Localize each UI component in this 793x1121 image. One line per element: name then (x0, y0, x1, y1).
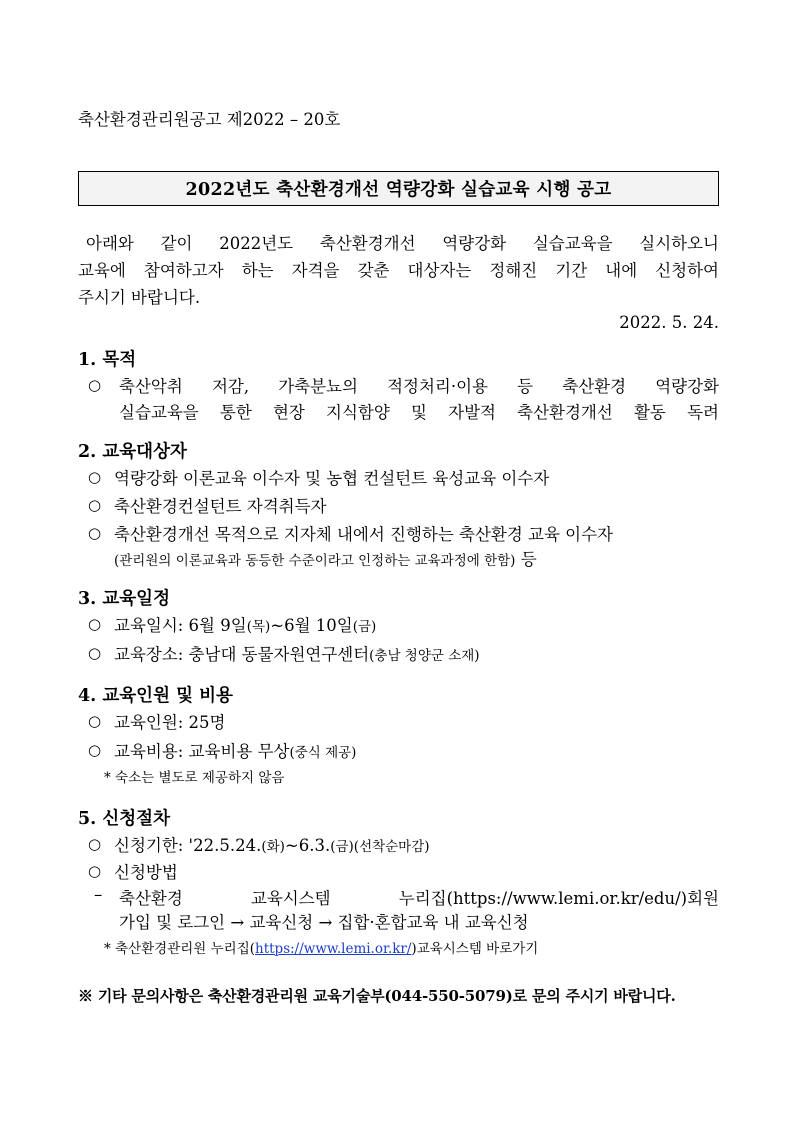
intro-word: 대상자는 (407, 261, 472, 280)
period-note: (선착순마감) (353, 839, 430, 855)
schedule-start: 교육일시: 6월 9일 (114, 616, 247, 635)
section-3-heading: 3. 교육일정 (78, 589, 170, 609)
weekday: (금) (352, 619, 377, 635)
intro-word: 하는 (241, 261, 274, 280)
period-end: ~6.3. (284, 836, 331, 855)
bullet-icon: ○ (88, 835, 102, 853)
word: 지식함양 (326, 403, 390, 422)
target-item-3: 축산환경개선 목적으로 지자체 내에서 진행하는 축산환경 교육 이수자 (114, 525, 613, 544)
dash-marker: – (94, 885, 103, 904)
schedule-end: ~6월 10일 (270, 616, 353, 635)
note-suffix: )교육시스템 바로가기 (411, 941, 539, 957)
word: 가축분뇨의 (278, 377, 358, 396)
word: 활동 (633, 403, 666, 422)
bullet-icon: ○ (88, 615, 102, 633)
bullet-icon: ○ (88, 468, 102, 486)
word: 적정처리·이용 (387, 377, 488, 396)
intro-word: 같이 (160, 234, 193, 253)
word: 축산환경개선 (517, 403, 613, 422)
word: 교육시스템 (250, 889, 331, 908)
intro-word: 역량강화 (442, 234, 507, 253)
word: 축산악취 (119, 377, 183, 396)
bullet-icon: ○ (88, 496, 102, 514)
word: 축산환경 (119, 889, 183, 908)
headcount: 교육인원: 25명 (114, 713, 226, 732)
target-item-1: 역량강화 이론교육 이수자 및 농협 컨설턴트 육성교육 이수자 (114, 469, 550, 488)
cost-note: (중식 제공) (289, 745, 357, 761)
contact-footer: ※ 기타 문의사항은 축산환경관리원 교육기술부(044-550-5079)로 문의 주시기 바랍니다. (78, 987, 676, 1005)
word: 누리집(https://www.lemi.or.kr/edu/)회원 (398, 889, 719, 908)
bullet-icon: ○ (88, 862, 102, 880)
intro-word: 기간 (555, 261, 588, 280)
application-method: 신청방법 (114, 863, 178, 882)
bullet-icon: ○ (88, 741, 102, 759)
word: 자발적 (448, 403, 496, 422)
intro-word: 내에 (605, 261, 638, 280)
word: 및 (411, 403, 427, 422)
notice-number: 축산환경관리원공고 제2022 – 20호 (78, 110, 341, 129)
intro-word: 신청하여 (655, 261, 719, 280)
target-item-3-condition: (관리원의 이론교육과 동등한 수준이라고 인정하는 교육과정에 한함) (114, 553, 516, 569)
document-title: 2022년도 축산환경개선 역량강화 실습교육 시행 공고 (185, 180, 612, 200)
weekday: (금) (330, 839, 354, 855)
homepage-link[interactable]: https://www.lemi.or.kr/ (255, 941, 412, 957)
intro-word: 축산환경개선 (319, 234, 416, 253)
section-1-heading: 1. 목적 (78, 350, 137, 370)
schedule-datetime (114, 612, 376, 636)
word: 역량강화 (655, 377, 719, 396)
bullet-icon: ○ (88, 524, 102, 542)
cost (114, 738, 356, 762)
location-main: 교육장소: 충남대 동물자원연구센터 (114, 645, 370, 664)
section-1-line-1 (119, 373, 719, 397)
intro-word: 아래와 (86, 234, 134, 253)
intro-line-3: 주시기 바랍니다. (78, 288, 201, 307)
intro-word: 실습교육을 (532, 234, 613, 253)
application-period (114, 832, 430, 856)
weekday: (목) (246, 619, 271, 635)
bullet-icon: ○ (88, 376, 102, 394)
word: 실습교육을 (119, 403, 199, 422)
homepage-note (104, 937, 538, 957)
method-line-1 (119, 885, 719, 909)
target-item-3-note (114, 546, 537, 570)
target-item-2: 축산환경컨설턴트 자격취득자 (114, 497, 327, 516)
word: 독려 (687, 403, 719, 422)
intro-word: 실시하오니 (639, 234, 719, 253)
method-line-2: 가입 및 로그인 → 교육신청 → 집합·혼합교육 내 교육신청 (119, 913, 529, 932)
word: 축산환경 (562, 377, 627, 396)
intro-word: 참여하고자 (143, 261, 224, 280)
section-5-heading: 5. 신청절차 (78, 809, 170, 829)
word: 저감, (211, 377, 250, 396)
note-prefix: * 축산환경관리원 누리집( (104, 941, 256, 957)
location-note: (충남 청양군 소재) (369, 648, 480, 664)
notice-date: 2022. 5. 24. (619, 313, 719, 332)
period-start: 신청기한: '22.5.24. (114, 836, 262, 855)
weekday: (화) (261, 839, 285, 855)
bullet-icon: ○ (88, 712, 102, 730)
intro-line-2 (78, 257, 719, 284)
intro-word: 정해진 (489, 261, 538, 280)
section-2-heading: 2. 교육대상자 (78, 442, 187, 462)
title-box (78, 171, 719, 206)
intro-word: 2022년도 (219, 234, 294, 253)
lodging-note: * 숙소는 별도로 제공하지 않음 (104, 770, 285, 786)
cost-main: 교육비용: 교육비용 무상 (114, 742, 290, 761)
intro-word: 교육에 (78, 261, 126, 280)
intro-word: 자격을 (291, 261, 340, 280)
word: 통한 (219, 403, 252, 422)
bullet-icon: ○ (88, 644, 102, 662)
intro-paragraph (78, 230, 719, 311)
intro-line-1 (78, 230, 719, 257)
intro-word: 갖춘 (357, 261, 390, 280)
schedule-location (114, 641, 480, 665)
target-item-3-suffix: 등 (520, 550, 537, 569)
section-4-heading: 4. 교육인원 및 비용 (78, 686, 233, 706)
word: 등 (517, 377, 534, 396)
section-1-line-2 (119, 399, 719, 423)
word: 현장 (272, 403, 305, 422)
